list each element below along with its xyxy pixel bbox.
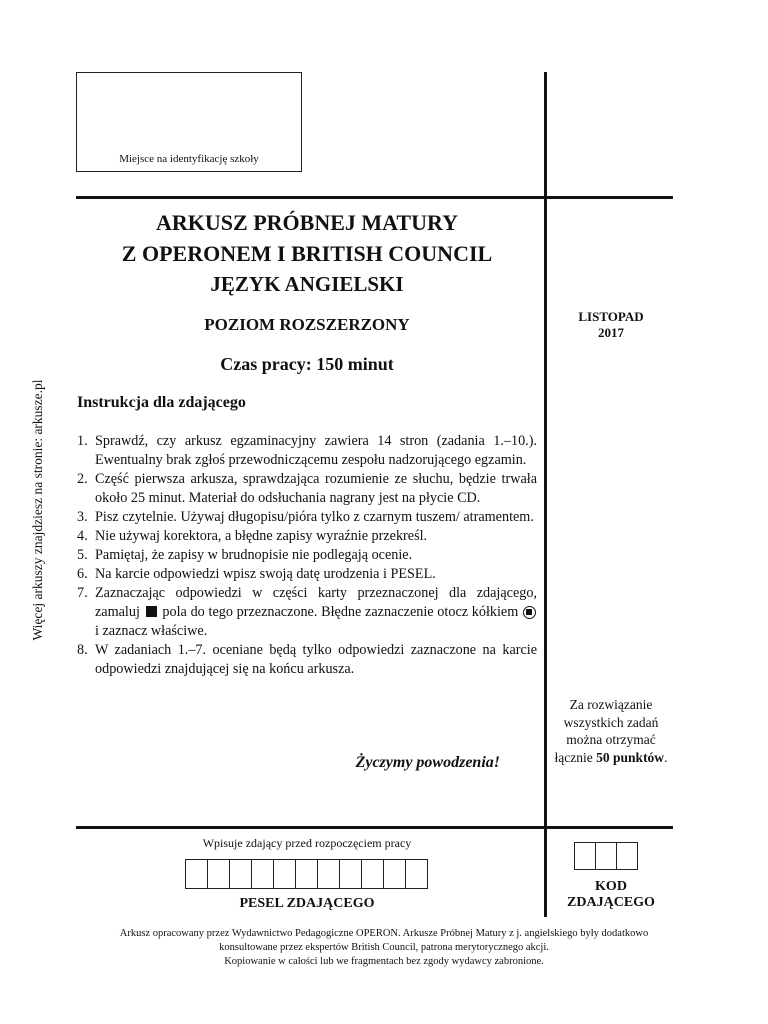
pesel-digit-cell[interactable]: [185, 859, 208, 889]
pesel-digit-cell[interactable]: [273, 859, 296, 889]
instruction-item: 5. Pamiętaj, że zapisy w brudnopisie nie podlegają ocenie.: [77, 547, 413, 563]
instruction-item: 2. Część pierwsza arkusza, sprawdzająca rozumienie ze słuchu, będzie trwała około 25 minut. Materiał do odsłuchania nagrany jest na płycie CD.: [77, 471, 537, 506]
circled-square-icon: [523, 606, 536, 619]
student-code-grid[interactable]: [575, 842, 638, 870]
instructions-list: [77, 432, 537, 679]
filled-square-icon: [146, 606, 157, 617]
exam-date: [555, 309, 667, 341]
exam-date-year: 2017: [598, 325, 624, 340]
top-divider: [76, 196, 673, 199]
pesel-digit-cell[interactable]: [251, 859, 274, 889]
school-id-label: Miejsce na identyfikację szkoły: [119, 153, 259, 165]
title-line-3: JĘZYK ANGIELSKI: [210, 272, 404, 296]
instruction-item: 3. Pisz czytelnie. Używaj długopisu/pióra tylko z czarnym tuszem/ atramentem.: [77, 509, 534, 525]
instruction-item: 1. Sprawdź, czy arkusz egzaminacyjny zawiera 14 stron (zadania 1.–10.). Ewentualny brak zgłoś przewodniczącemu zespołu nadzorującego egzamin.: [77, 433, 537, 468]
pesel-digit-cell[interactable]: [207, 859, 230, 889]
bottom-divider: [76, 826, 673, 829]
points-info: Za rozwiązanie wszystkich zadań można otrzymać łącznie 50 punktów.: [554, 697, 668, 765]
student-code-cell[interactable]: [616, 842, 638, 870]
pesel-digit-cell[interactable]: [339, 859, 362, 889]
exam-time: Czas pracy: 150 minut: [220, 354, 394, 374]
exam-date-month: LISTOPAD: [578, 309, 644, 324]
school-id-box: [76, 72, 302, 172]
pesel-digit-cell[interactable]: [295, 859, 318, 889]
title-line-1: ARKUSZ PRÓBNEJ MATURY: [156, 210, 458, 235]
title-line-2: Z OPERONEM I BRITISH COUNCIL: [121, 241, 493, 266]
pesel-digit-cell[interactable]: [317, 859, 340, 889]
pesel-input-grid[interactable]: [186, 859, 428, 889]
pesel-note: Wpisuje zdający przed rozpoczęciem pracy: [202, 836, 412, 850]
pesel-digit-cell[interactable]: [405, 859, 428, 889]
pesel-digit-cell[interactable]: [361, 859, 384, 889]
instructions-heading: Instrukcja dla zdającego: [77, 394, 246, 411]
exam-level: POZIOM ROZSZERZONY: [204, 315, 410, 334]
good-luck-text: Życzymy powodzenia!: [355, 754, 500, 771]
instruction-item: 4. Nie używaj korektora, a błędne zapisy wyraźnie przekreśl.: [77, 528, 428, 544]
instruction-item: 6. Na karcie odpowiedzi wpisz swoją datę urodzenia i PESEL.: [77, 566, 436, 582]
student-code-label: KOD ZDAJĄCEGO: [567, 879, 655, 910]
instruction-item: 7. Zaznaczając odpowiedzi w części karty przeznaczonej dla zdającego, zamaluj pola do tego przeznaczone. Błędne zaznaczenie otocz kółkiem i zaznacz właściwe.: [77, 585, 537, 639]
side-vertical-text: Więcej arkuszy znajdziesz na stronie: arkusze.pl: [30, 379, 45, 641]
student-code-cell[interactable]: [595, 842, 617, 870]
pesel-label: PESEL ZDAJĄCEGO: [239, 896, 375, 911]
footer-note: Arkusz opracowany przez Wydawnictwo Pedagogiczne OPERON. Arkusze Próbnej Matury z j. angielskiego były dodatkowo konsultowane przez ekspertów British Council, patrona merytorycznego akcji. Kopiowanie w całości lub we fragmentach bez zgody wydawcy zabronione.: [119, 928, 649, 967]
student-code-cell[interactable]: [574, 842, 596, 870]
pesel-digit-cell[interactable]: [383, 859, 406, 889]
instruction-item: 8. W zadaniach 1.–7. oceniane będą tylko odpowiedzi zaznaczone na karcie odpowiedzi znajdującej się na końcu arkusza.: [77, 642, 537, 677]
pesel-digit-cell[interactable]: [229, 859, 252, 889]
